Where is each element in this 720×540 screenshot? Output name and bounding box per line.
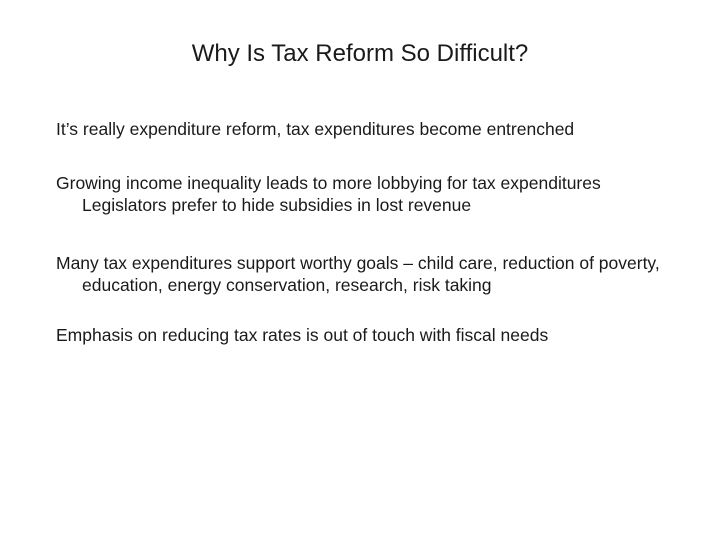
bullet-text: Emphasis on reducing tax rates is out of touch with fiscal needs — [56, 325, 549, 345]
bullet-text: Many tax expenditures support worthy goals – child care, reduction of poverty, education, energy conservation, research, risk taking — [56, 253, 660, 295]
bullet-item — [56, 324, 696, 346]
slide-title: Why Is Tax Reform So Difficult? — [191, 40, 529, 67]
bullet-text: Growing income inequality leads to more lobbying for tax expenditures — [56, 173, 601, 193]
bullet-item — [56, 118, 696, 140]
sub-bullet-text: Legislators prefer to hide subsidies in lost revenue — [82, 195, 472, 215]
bullet-text: It’s really expenditure reform, tax expenditures become entrenched — [56, 119, 575, 139]
bullet-item — [56, 172, 696, 216]
bullet-item — [56, 252, 696, 296]
